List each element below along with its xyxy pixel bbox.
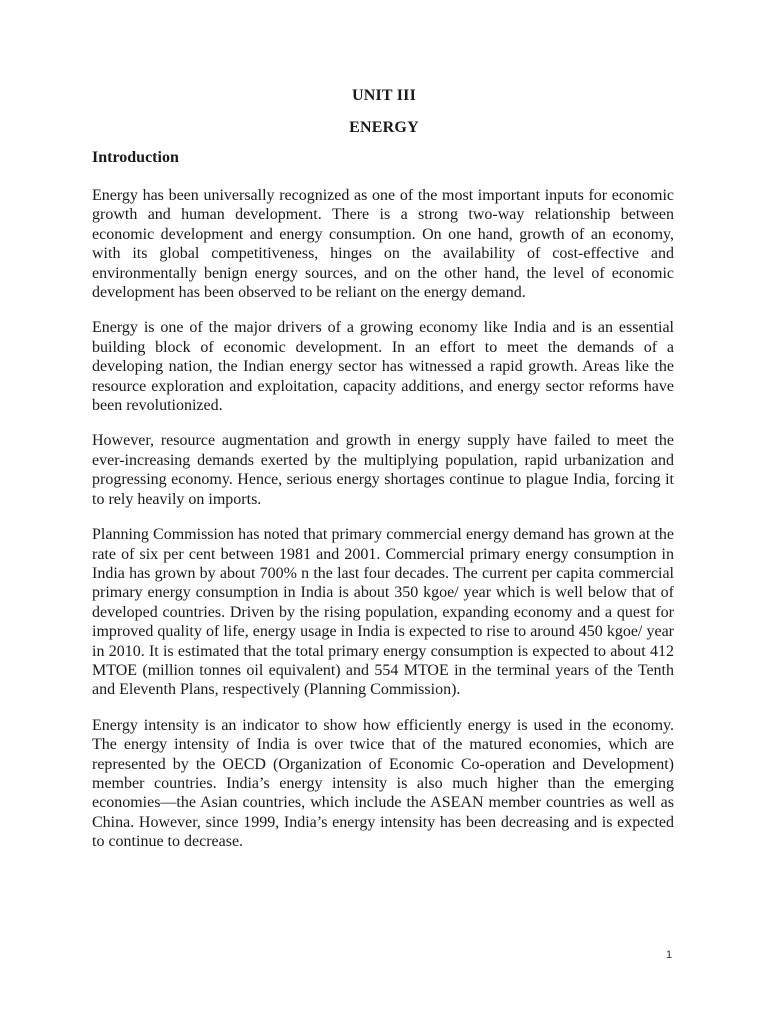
- paragraph-1: Energy has been universally recognized as one of the most important inputs for economic growth and human development. There is a strong two-way relationship between economic development and energy consumption. On one hand, growth of an economy, with its global competitiveness, hinges on the availability of cost-effective and environmentally benign energy sources, and on the other hand, the level of economic development has been observed to be reliant on the energy demand.: [92, 187, 674, 302]
- section-title: Introduction: [92, 149, 179, 166]
- topic-title: ENERGY: [349, 119, 419, 136]
- paragraph-5: Energy intensity is an indicator to show how efficiently energy is used in the economy. The energy intensity of India is over twice that of the matured economies, which are represented by the OECD (Organization of Economic Co-operation and Development) member countries. India’s energy intensity is also much higher than the emerging economies—the Asian countries, which include the ASEAN member countries as well as China. However, since 1999, India’s energy intensity has been decreasing and is expected to continue to decrease.: [92, 716, 674, 851]
- unit-title: UNIT III: [352, 87, 416, 104]
- body-text: [92, 186, 674, 868]
- page-number: 1: [666, 949, 673, 961]
- paragraph-3: However, resource augmentation and growth in energy supply have failed to meet the ever-increasing demands exerted by the multiplying population, rapid urbanization and progressing economy. Hence, serious energy shortages continue to plague India, forcing it to rely heavily on imports.: [92, 432, 674, 508]
- paragraph-4: Planning Commission has noted that primary commercial energy demand has grown at the rate of six per cent between 1981 and 2001. Commercial primary energy consumption in India has grown by about 700% n the last four decades. The current per capita commercial primary energy consumption in India is about 350 kgoe/ year which is well below that of developed countries. Driven by the rising population, expanding economy and a quest for improved quality of life, energy usage in India is expected to rise to around 450 kgoe/ year in 2010. It is estimated that the total primary energy consumption is expected to about 412 MTOE (million tonnes oil equivalent) and 554 MTOE in the terminal years of the Tenth and Eleventh Plans, respectively (Planning Commission).: [92, 526, 674, 699]
- paragraph-2: Energy is one of the major drivers of a growing economy like India and is an essential building block of economic development. In an effort to meet the demands of a developing nation, the Indian energy sector has witnessed a rapid growth. Areas like the resource exploration and exploitation, capacity additions, and energy sector reforms have been revolutionized.: [92, 319, 674, 415]
